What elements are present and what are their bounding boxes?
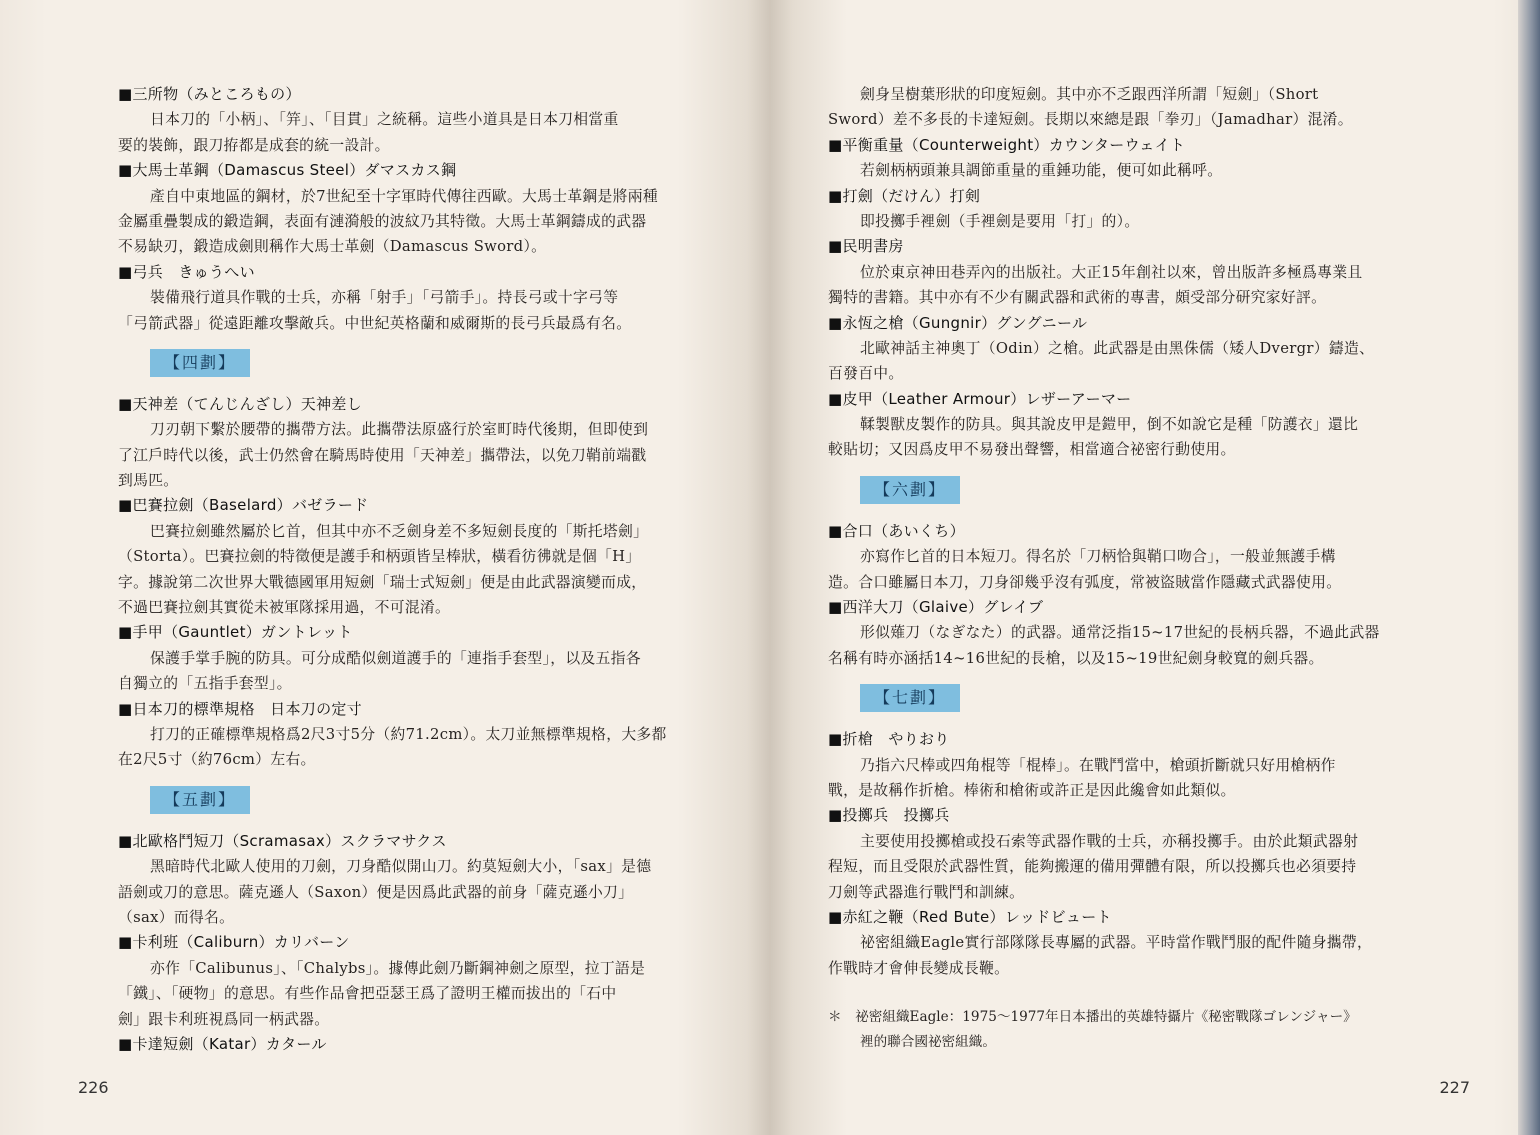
body-line: 到馬匹。 — [118, 472, 179, 490]
body-line: 亦寫作匕首的日本短刀。得名於「刀柄恰與鞘口吻合」，一般並無護手構 — [860, 548, 1336, 566]
body-line: 祕密組織Eagle實行部隊隊長專屬的武器。平時當作戰鬥服的配件隨身攜帶， — [860, 934, 1373, 952]
body-line: 刀劍等武器進行戰鬥和訓練。 — [828, 883, 1025, 901]
body-line: 百發百中。 — [828, 365, 904, 383]
body-line: 黑暗時代北歐人使用的刀劍，刀身酷似開山刀。約莫短劍大小，「sax」是德 — [150, 858, 652, 876]
entry-heading: ■天神差（てんじんざし）天神差し — [118, 394, 362, 413]
body-line: 「弓箭武器」從遠距離攻擊敵兵。中世紀英格蘭和威爾斯的長弓兵最爲有名。 — [118, 314, 632, 332]
body-line: 形似薙刀（なぎなた）的武器。通常泛指15~17世紀的長柄兵器，不過此武器 — [860, 624, 1380, 642]
body-line: 若劍柄柄頭兼具調節重量的重錘功能，便可如此稱呼。 — [860, 162, 1223, 180]
body-line: 戰，是故稱作折槍。棒術和槍術或許正是因此纔會如此類似。 — [828, 781, 1236, 799]
body-line: （Storta）。巴賽拉劍的特徵便是護手和柄頭皆呈棒狀，橫看彷彿就是個「H」 — [118, 548, 641, 566]
left-page-text — [118, 82, 716, 1057]
body-line: 刀刃朝下繫於腰帶的攜帶方法。此攜帶法原盛行於室町時代後期，但即使到 — [150, 421, 649, 439]
entry-heading: ■三所物（みところもの） — [118, 85, 301, 103]
body-line: 名稱有時亦涵括14~16世紀的長槍，以及15~19世紀劍身較寬的劍兵器。 — [828, 649, 1324, 667]
entry-heading: ■皮甲（Leather Armour）レザーアーマー — [828, 389, 1132, 408]
body-line: 字。據說第二次世界大戰德國軍用短劍「瑞士式短劍」便是由此武器演變而成， — [118, 573, 647, 591]
section-header — [828, 683, 1434, 713]
entry-heading: ■赤紅之鞭（Red Bute）レッドビュート — [828, 907, 1112, 926]
footnote-line: ＊ 祕密組織Eagle：1975～1977年日本播出的英雄特攝片《秘密戰隊ゴレンジャー》 — [828, 1009, 1357, 1026]
body-line: 亦作「Calibunus」、「Chalybs」。據傳此劍乃斷鋼神劍之原型，拉丁語是 — [150, 959, 646, 977]
footnote-line: 裡的聯合國祕密組織。 — [860, 1034, 996, 1051]
entry-heading: ■巴賽拉劍（Baselard）バゼラード — [118, 496, 369, 515]
body-line: 乃指六尺棒或四角棍等「棍棒」。在戰鬥當中，槍頭折斷就只好用槍柄作 — [860, 756, 1336, 774]
page-edge — [1518, 0, 1540, 1135]
body-line: 劍」跟卡利班視爲同一柄武器。 — [118, 1010, 330, 1028]
body-line: 不過巴賽拉劍其實從未被軍隊採用過，不可混淆。 — [118, 599, 451, 617]
body-line: （sax）而得名。 — [118, 908, 235, 926]
body-line: 即投擲手裡劍（手裡劍是要用「打」的）。 — [860, 212, 1140, 230]
body-line: 裝備飛行道具作戰的士兵，亦稱「射手」「弓箭手」。持長弓或十字弓等 — [150, 289, 619, 307]
entry-heading: ■日本刀的標準規格 日本刀の定寸 — [118, 699, 362, 718]
page-number-right: 227 — [1439, 1078, 1470, 1097]
body-line: 巴賽拉劍雖然屬於匕首，但其中亦不乏劍身差不多短劍長度的「斯托塔劍」 — [150, 522, 649, 540]
footnote — [828, 1005, 1434, 1055]
body-line: 較貼切；又因爲皮甲不易發出聲響，相當適合祕密行動使用。 — [828, 441, 1236, 459]
entry-heading: ■民明書房 — [828, 237, 904, 256]
body-line: 語劍或刀的意思。薩克遜人（Saxon）便是因爲此武器的前身「薩克遜小刀」 — [118, 883, 634, 901]
body-line: 產自中東地區的鋼材，於7世紀至十字軍時代傳往西歐。大馬士革鋼是將兩種 — [150, 187, 658, 205]
entry-heading: ■卡利班（Caliburn）カリバーン — [118, 933, 350, 952]
entry-heading: ■北歐格鬥短刀（Scramasax）スクラマサクス — [118, 831, 447, 850]
body-line: 金屬重疊製成的鍛造鋼，表面有漣漪般的波紋乃其特徵。大馬士革鋼鑄成的武器 — [118, 212, 647, 230]
section-label: 【六劃】 — [860, 476, 960, 504]
body-line: 「鐵」、「硬物」的意思。有些作品會把亞瑟王爲了證明王權而拔出的「石中 — [118, 985, 617, 1003]
section-header — [118, 348, 716, 378]
entry-heading: ■折槍 やりおり — [828, 730, 950, 749]
page-number-left: 226 — [78, 1078, 109, 1097]
entry-heading: ■投擲兵 投擲兵 — [828, 806, 950, 825]
entry-heading: ■西洋大刀（Glaive）グレイブ — [828, 598, 1044, 617]
body-line: 不易缺刃，鍛造成劍則稱作大馬士革劍（Damascus Sword）。 — [118, 238, 547, 256]
body-line: 在2尺5寸（約76cm）左右。 — [118, 751, 316, 769]
body-line: 作戰時才會伸長變成長鞭。 — [828, 959, 1010, 977]
body-line: 程短，而且受限於武器性質，能夠搬運的備用彈體有限，所以投擲兵也必須要持 — [828, 858, 1357, 876]
section-header — [118, 785, 716, 815]
right-page-text — [828, 82, 1434, 1055]
body-line: 了江戶時代以後，武士仍然會在騎馬時使用「天神差」攜帶法，以免刀鞘前端戳 — [118, 446, 647, 464]
body-line: 獨特的書籍。其中亦有不少有關武器和武術的專書，頗受部分研究家好評。 — [828, 289, 1327, 307]
body-line: 主要使用投擲槍或投石索等武器作戰的士兵，亦稱投擲手。由於此類武器射 — [860, 832, 1359, 850]
section-label: 【七劃】 — [860, 684, 960, 712]
body-line: Sword）差不多長的卡達短劍。長期以來總是跟「拳刃」（Jamadhar）混淆。 — [828, 111, 1353, 129]
entry-heading: ■永恆之槍（Gungnir）グングニール — [828, 313, 1088, 332]
body-line: 鞣製獸皮製作的防具。與其說皮甲是鎧甲，倒不如說它是種「防護衣」還比 — [860, 416, 1359, 434]
body-line: 位於東京神田巷弄內的出版社。大正15年創社以來，曾出版許多極爲專業且 — [860, 263, 1363, 281]
entry-heading: ■平衡重量（Counterweight）カウンターウェイト — [828, 135, 1186, 154]
body-line: 要的裝飾，跟刀拵都是成套的統一設計。 — [118, 136, 390, 154]
body-line: 北歐神話主神奧丁（Odin）之槍。此武器是由黑侏儒（矮人Dvergr）鑄造、 — [860, 339, 1375, 357]
section-header — [828, 475, 1434, 505]
section-label: 【四劃】 — [150, 349, 250, 377]
body-line: 造。合口雖屬日本刀，刀身卻幾乎沒有弧度，常被盜賊當作隱藏式武器使用。 — [828, 573, 1342, 591]
entry-heading: ■手甲（Gauntlet）ガントレット — [118, 623, 353, 642]
body-line: 保護手掌手腕的防具。可分成酷似劍道護手的「連指手套型」，以及五指各 — [150, 649, 641, 667]
entry-heading: ■打劍（だけん）打剣 — [828, 186, 981, 205]
entry-heading: ■卡達短劍（Katar）カタール — [118, 1034, 327, 1053]
entry-heading: ■合口（あいくち） — [828, 521, 965, 540]
entry-heading: ■弓兵 きゅうへい — [118, 262, 255, 281]
body-line: 自獨立的「五指手套型」。 — [118, 675, 292, 693]
right-page — [770, 0, 1540, 1135]
body-line: 劍身呈樹葉形狀的印度短劍。其中亦不乏跟西洋所謂「短劍」（Short — [860, 86, 1319, 103]
section-label: 【五劃】 — [150, 786, 250, 814]
body-line: 打刀的正確標準規格爲2尺3寸5分（約71.2cm）。太刀並無標準規格，大多都 — [150, 725, 667, 743]
body-line: 日本刀的「小柄」、「笄」、「目貫」之統稱。這些小道具是日本刀相當重 — [150, 111, 619, 129]
entry-heading: ■大馬士革鋼（Damascus Steel）ダマスカス鋼 — [118, 161, 457, 180]
